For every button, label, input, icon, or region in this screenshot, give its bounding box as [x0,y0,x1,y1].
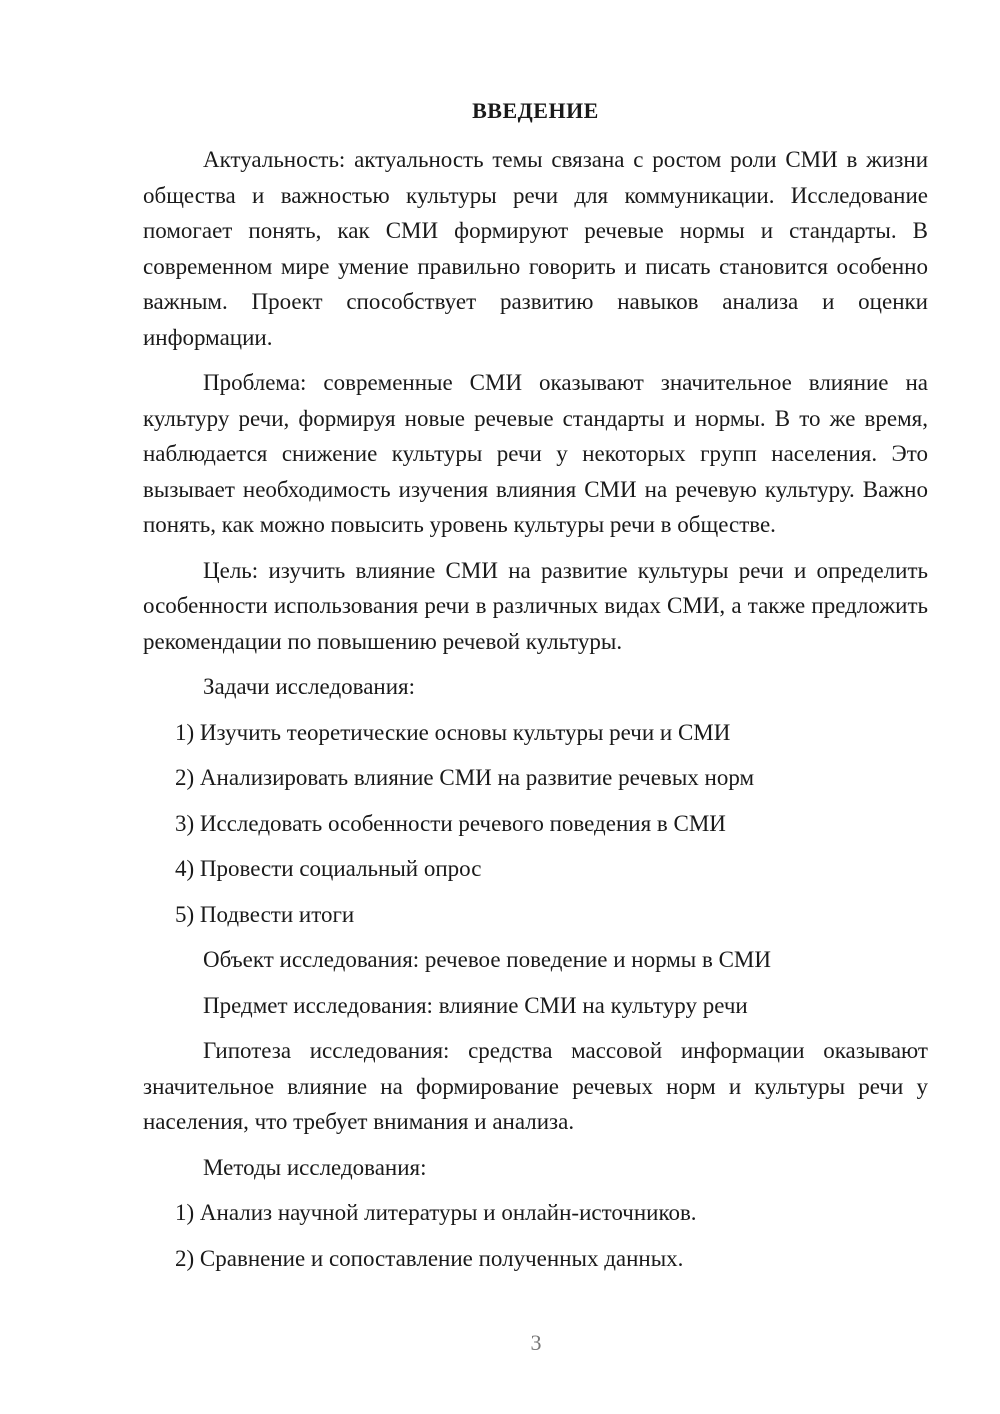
hypothesis-paragraph: Гипотеза исследования: средства массовой информации оказывают значительное влияние на формирование речевых норм и культуры речи у населения, что требует внимания и анализа. [143,1038,928,1134]
research-subject: Предмет исследования: влияние СМИ на культуру речи [203,992,748,1018]
document-page [143,90,928,1286]
relevance-paragraph: Актуальность: актуальность темы связана с ростом роли СМИ в жизни общества и важностью культуры речи для коммуникации. Исследование помогает понять, как СМИ формируют речевые нормы и стандарты. В современном мире умение правильно говорить и писать становится особенно важным. Проект способствует развитию навыков анализа и оценки информации. [143,147,928,350]
method-item: 2) Сравнение и сопоставление полученных данных. [175,1245,684,1271]
task-item: 5) Подвести итоги [175,901,355,927]
task-item: 4) Провести социальный опрос [175,856,482,881]
task-item: 3) Исследовать особенности речевого поведения в СМИ [175,810,726,836]
problem-paragraph: Проблема: современные СМИ оказывают значительное влияние на культуру речи, формируя новые речевые стандарты и нормы. В то же время, наблюдается снижение культуры речи у некоторых групп населения. Это вызывает необходимость изучения влияния СМИ на речевую культуру. Важно понять, как можно повысить уровень культуры речи в обществе. [143,370,928,537]
page-number: 3 [530,1330,542,1355]
section-title: ВВЕДЕНИЕ [472,98,599,123]
methods-heading: Методы исследования: [203,1154,427,1180]
task-item: 2) Анализировать влияние СМИ на развитие речевых норм [175,765,755,790]
method-item: 1) Анализ научной литературы и онлайн-источников. [175,1200,697,1225]
goal-paragraph: Цель: изучить влияние СМИ на развитие культуры речи и определить особенности использования речи в различных видах СМИ, а также предложить рекомендации по повышению речевой культуры. [143,557,928,654]
task-item: 1) Изучить теоретические основы культуры речи и СМИ [175,719,731,745]
research-object: Объект исследования: речевое поведение и нормы в СМИ [203,947,771,972]
tasks-heading: Задачи исследования: [203,674,416,699]
